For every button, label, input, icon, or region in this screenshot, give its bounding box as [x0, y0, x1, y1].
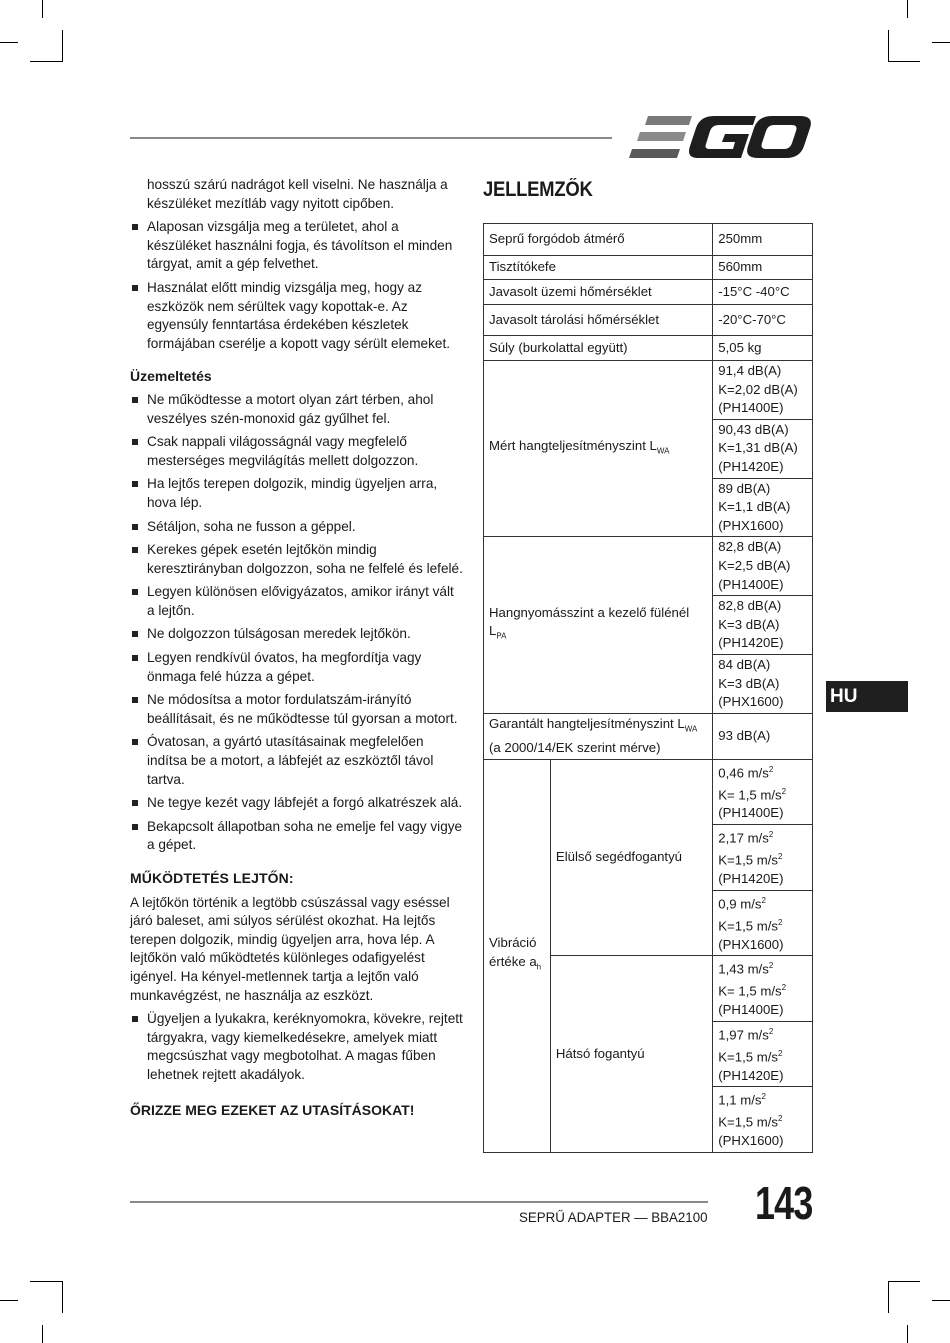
- language-tab: HU: [826, 681, 908, 712]
- page-number: 143: [755, 1177, 813, 1229]
- spec-value: 2,17 $m/s^2$ K=1,5 $m/s^2$ (PH1420E): [713, 825, 813, 891]
- list-item: Sétáljon, soha ne fusson a géppel.: [130, 518, 463, 537]
- spec-value: 0,9 $m/s^2$ K=1,5 $m/s^2$ (PHX1600): [713, 890, 813, 956]
- intro-text: hosszú szárú nadrágot kell viselni. Ne használja a készüléket mezítláb vagy nyitott cipőben.: [147, 177, 448, 211]
- crop-mark: [907, 0, 908, 18]
- spec-value: 1,97 $m/s^2$ K=1,5 $m/s^2$ (PH1420E): [713, 1021, 813, 1087]
- crop-mark: [888, 30, 889, 62]
- header-rule: [130, 137, 612, 139]
- ego-logo: [628, 116, 812, 158]
- spec-value: 1,43 $m/s^2$ K= 1,5 $m/s^2$ (PH1400E): [713, 956, 813, 1022]
- spec-label-guaranteed-power: Garantált hangteljesítményszint $L_{WA}$ (a 2000/14/EK szerint mérve): [484, 713, 713, 759]
- table-row: [484, 361, 813, 420]
- crop-mark: [907, 1325, 908, 1343]
- crop-mark: [0, 1300, 18, 1301]
- specs-table: [483, 223, 813, 1153]
- spec-value: 84 dB(A) K=3 dB(A) (PHX1600): [713, 654, 813, 713]
- footer-rule: [130, 1201, 708, 1203]
- specs-title: JELLEMZŐK: [483, 178, 593, 201]
- crop-mark: [888, 61, 920, 62]
- spec-label-sound-pressure: Hangnyomásszint a kezelő fülénél $L_{PA}$: [484, 537, 713, 713]
- list-item: Ne tegye kezét vagy lábfejét a forgó alkatrészek alá.: [130, 794, 463, 813]
- table-row: [484, 537, 813, 596]
- table-row: [484, 280, 813, 305]
- spec-value: 82,8 dB(A) K=2,5 dB(A) (PH1400E): [713, 537, 813, 596]
- list-item: Legyen különösen elővigyázatos, amikor irányt vált a lejtőn.: [130, 583, 463, 620]
- crop-mark: [62, 1281, 63, 1313]
- spec-label: Seprű forgódob átmérő: [484, 224, 713, 256]
- crop-mark: [888, 1281, 889, 1313]
- table-row: [484, 336, 813, 361]
- crop-mark: [42, 0, 43, 18]
- spec-value: 5,05 kg: [713, 336, 813, 361]
- spec-value: 82,8 dB(A) K=3 dB(A) (PH1420E): [713, 596, 813, 655]
- spec-label-measured-power: Mért hangteljesítményszint $L_{WA}$: [484, 361, 713, 537]
- spec-value: 90,43 dB(A) K=1,31 dB(A) (PH1420E): [713, 419, 813, 478]
- table-row: [484, 759, 813, 825]
- list-item: Használat előtt mindig vizsgálja meg, hogy az eszközök nem sérültek vagy kopottak-e. Az egyensúly fenntartása érdekében készletek formájában cserélje a kopott vagy sérült elemeket.: [130, 279, 463, 353]
- crop-mark: [932, 1300, 950, 1301]
- spec-label: Javasolt üzemi hőmérséklet: [484, 280, 713, 305]
- list-item: Ne működtesse a motort olyan zárt térben, ahol veszélyes szén-monoxid gáz gyűlhet fel.: [130, 391, 463, 428]
- spec-value: 1,1 $m/s^2$ K=1,5 $m/s^2$ (PHX1600): [713, 1087, 813, 1153]
- list-item: Ha lejtős terepen dolgozik, mindig ügyeljen arra, hova lép.: [130, 475, 463, 512]
- slope-bullet-list: [130, 1010, 463, 1084]
- list-item: Ne módosítsa a motor fordulatszám-irányító beállításait, és ne működtesse túl gyorsan a motort.: [130, 691, 463, 728]
- crop-mark: [888, 1281, 920, 1282]
- spec-value: 0,46 $m/s^2$ K= 1,5 $m/s^2$ (PH1400E): [713, 759, 813, 825]
- operation-bullet-list: [130, 391, 463, 855]
- list-item: Kerekes gépek esetén lejtőkön mindig keresztirányban dolgozzon, soha ne felfelé és lefelé.: [130, 541, 463, 578]
- slope-paragraph: A lejtőkön történik a legtöbb csúszással vagy eséssel járó baleset, ami súlyos sérülést okozhat. Ha lejtős terepen dolgozik, mindig ügyeljen arra, hova lép. A lejtőkön való működtetés különleges odafigyelést igényel. Ha kényel-metlennek tartja a lejtőn való munkavégzést, ne használja az eszközt.: [130, 894, 450, 1003]
- spec-label: Javasolt tárolási hőmérséklet: [484, 305, 713, 336]
- list-item: Legyen rendkívül óvatos, ha megfordítja vagy önmaga felé húzza a gépet.: [130, 649, 463, 686]
- table-row: [484, 305, 813, 336]
- spec-value: 560mm: [713, 256, 813, 280]
- list-item: Csak nappali világosságnál vagy megfelelő mesterséges megvilágítás mellett dolgozzon.: [130, 433, 463, 470]
- spec-value: 89 dB(A) K=1,1 dB(A) (PHX1600): [713, 478, 813, 537]
- list-item: Alaposan vizsgálja meg a területet, ahol a készüléket használni fogja, és távolítson el minden tárgyat, amit a gép felvethet.: [130, 218, 463, 274]
- operation-heading: Üzemeltetés: [130, 368, 212, 385]
- crop-mark: [62, 30, 63, 62]
- spec-value: 91,4 dB(A) K=2,02 dB(A) (PH1400E): [713, 361, 813, 420]
- spec-value: 250mm: [713, 224, 813, 256]
- safety-column: [130, 176, 463, 1119]
- keep-instructions-heading: ŐRIZZE MEG EZEKET AZ UTASÍTÁSOKAT!: [130, 1101, 415, 1118]
- list-item: Bekapcsolt állapotban soha ne emelje fel vagy vigye a gépet.: [130, 818, 463, 855]
- crop-mark: [30, 1281, 62, 1282]
- list-item: Ne dolgozzon túlságosan meredek lejtőkön.: [130, 625, 463, 644]
- spec-label: Tisztítókefe: [484, 256, 713, 280]
- crop-mark: [30, 61, 62, 62]
- slope-heading: MŰKÖDTETÉS LEJTŐN:: [130, 870, 294, 886]
- footer-product-title: SEPRŰ ADAPTER — BBA2100: [519, 1209, 708, 1225]
- intro-bullet-list: [130, 218, 463, 353]
- list-item: Ügyeljen a lyukakra, keréknyomokra, kövekre, rejtett tárgyakra, vagy kiemelkedésekre, amelyek miatt megcsúszhat vagy megbotolhat. A magas fűben lehetnek rejtett akadályok.: [130, 1010, 463, 1084]
- spec-value: -15°C -40°C: [713, 280, 813, 305]
- spec-label-vibration: Vibráció értéke $a_h$: [484, 759, 551, 1152]
- crop-mark: [932, 42, 950, 43]
- crop-mark: [0, 42, 18, 43]
- spec-label: Súly (burkolattal együtt): [484, 336, 713, 361]
- spec-label-rear-handle: Hátsó fogantyú: [550, 956, 712, 1153]
- spec-value: -20°C-70°C: [713, 305, 813, 336]
- list-item: Óvatosan, a gyártó utasításainak megfelelően indítsa be a motort, a lábfejét az eszköztől távol tartva.: [130, 733, 463, 789]
- table-row: [484, 713, 813, 759]
- table-row: [484, 224, 813, 256]
- spec-label-front-handle: Elülső segédfogantyú: [550, 759, 712, 956]
- spec-value: 93 dB(A): [713, 713, 813, 759]
- table-row: [484, 256, 813, 280]
- crop-mark: [42, 1325, 43, 1343]
